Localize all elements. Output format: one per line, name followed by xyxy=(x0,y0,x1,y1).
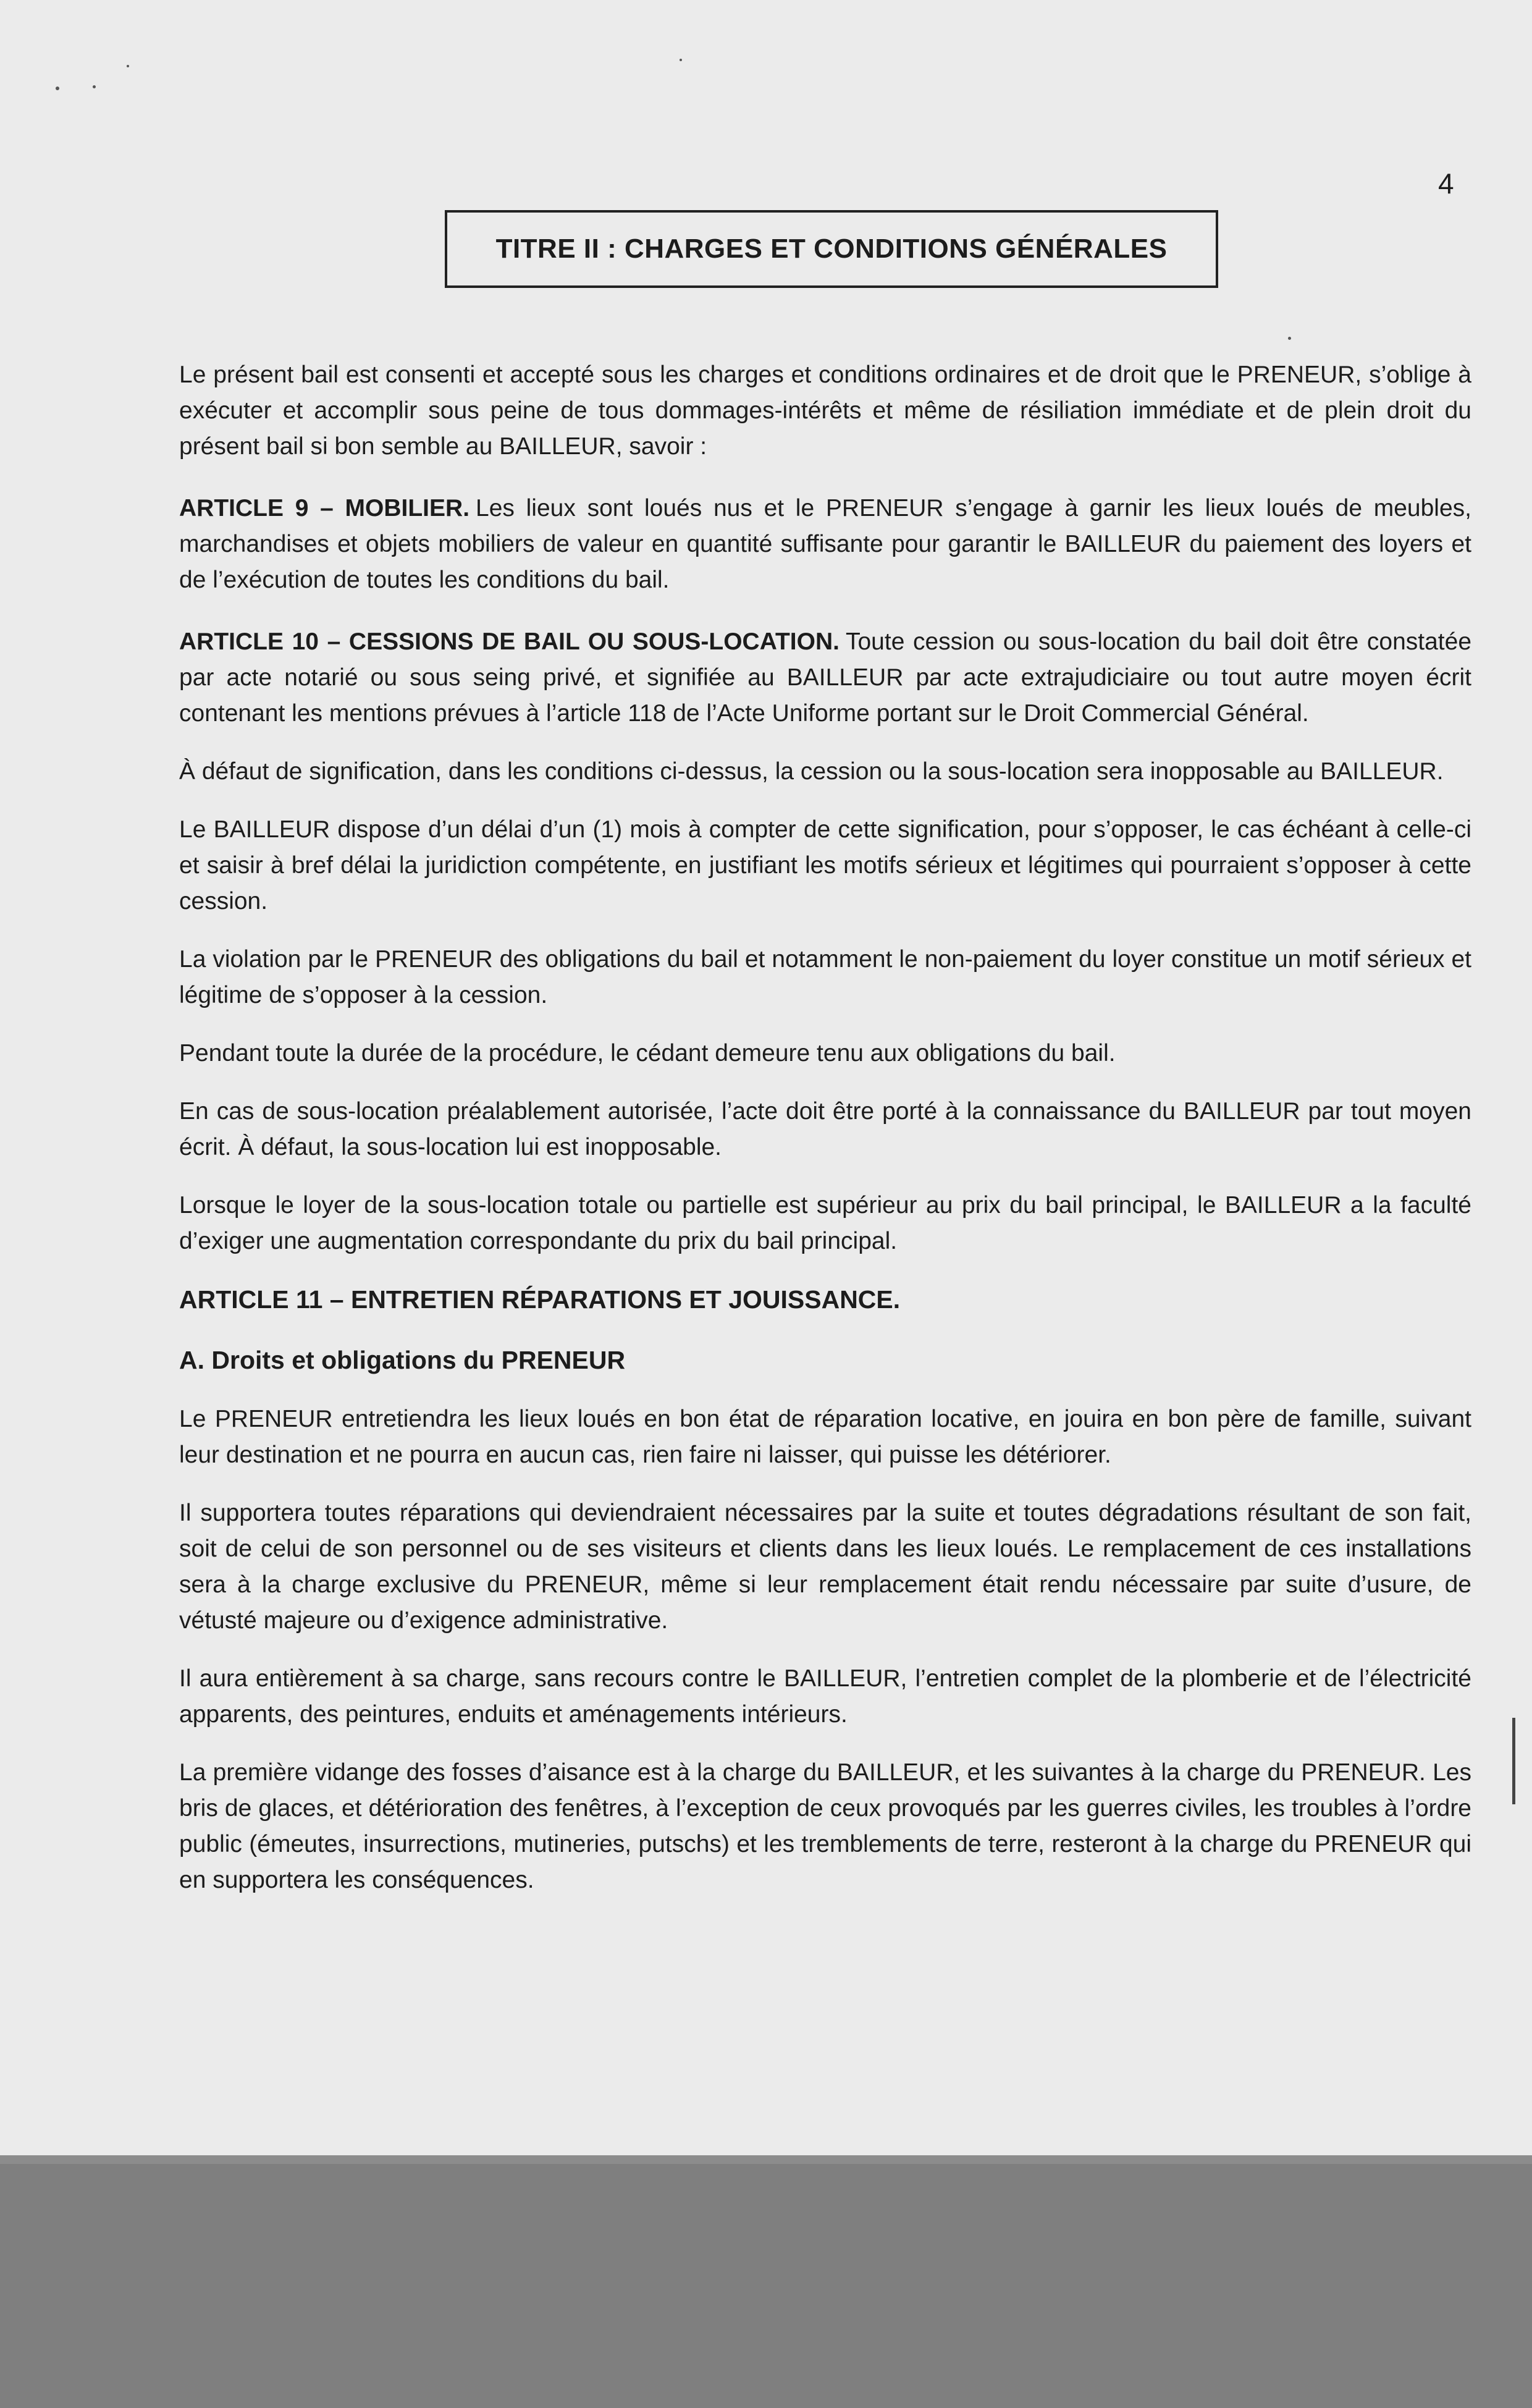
article-10-paragraph-7: Lorsque le loyer de la sous-location totale ou partielle est supérieur au prix du bail principal, le BAILLEUR a la faculté d’exiger une augmentation correspondante du prix du bail principal. xyxy=(179,1192,1471,1254)
article-10-text: Toute cession ou sous-location du bail doit être constatée par acte notarié ou sous seing privé, et signifiée au BAILLEUR par acte extrajudiciaire ou tout autre moyen écrit contenant les mentions prévues à l’article 118 de l’Acte Uniforme portant sur le Droit Commercial Général. xyxy=(179,628,1472,727)
article-11-paragraph-1: Le PRENEUR entretiendra les lieux loués en bon état de réparation locative, en jouira en bon père de famille, suivant leur destination et ne pourra en aucun cas, rien faire ni laisser, qui puisse les détériorer. xyxy=(179,1406,1471,1468)
page-number: 4 xyxy=(1438,167,1454,200)
article-9-paragraph xyxy=(179,491,1471,598)
document-body xyxy=(179,357,1471,1920)
article-11-section-a-heading: A. Droits et obligations du PRENEUR xyxy=(179,1346,626,1374)
article-9-title: ARTICLE 9 – MOBILIER. xyxy=(179,495,470,522)
article-9-text: Les lieux sont loués nus et le PRENEUR s’engage à garnir les lieux loués de meubles, marchandises et objets mobiliers de valeur en quantité suffisante pour garantir le BAILLEUR du paiement des loyers et de l’exécution de toutes les conditions du bail. xyxy=(179,495,1471,593)
article-10-paragraph-4: La violation par le PRENEUR des obligations du bail et notamment le non-paiement du loyer constitue un motif sérieux et légitime de s’opposer à la cession. xyxy=(179,946,1471,1008)
section-title: TITRE II : CHARGES ET CONDITIONS GÉNÉRALES xyxy=(495,234,1168,264)
scan-speck xyxy=(1288,337,1291,340)
scan-speck xyxy=(127,65,129,67)
article-11-paragraph-4: La première vidange des fosses d’aisance est à la charge du BAILLEUR, et les suivantes à la charge du PRENEUR. Les bris de glaces, et détérioration des fenêtres, à l’exception de ceux provoqués par les guerres civiles, les troubles à l’ordre public (émeutes, insurrections, mutineries, putschs) et les tremblements de terre, resteront à la charge du PRENEUR qui en supportera les conséquences. xyxy=(179,1759,1471,1893)
article-10-paragraph xyxy=(179,624,1471,732)
scan-speck xyxy=(93,85,96,88)
article-10-title: ARTICLE 10 – CESSIONS DE BAIL OU SOUS-LOCATION. xyxy=(179,628,840,655)
article-10-paragraph-6: En cas de sous-location préalablement autorisée, l’acte doit être porté à la connaissance du BAILLEUR par tout moyen écrit. À défaut, la sous-location lui est inopposable. xyxy=(179,1098,1471,1160)
article-10-paragraph-2: À défaut de signification, dans les conditions ci-dessus, la cession ou la sous-location sera inopposable au BAILLEUR. xyxy=(179,758,1444,785)
page-edge-shadow xyxy=(0,2155,1532,2164)
intro-paragraph: Le présent bail est consenti et accepté sous les charges et conditions ordinaires et de droit que le PRENEUR, s’oblige à exécuter et accomplir sous peine de tous dommages-intérêts et même de résiliation immédiate et de plein droit du présent bail si bon semble au BAILLEUR, savoir : xyxy=(179,361,1471,460)
article-11-paragraph-3: Il aura entièrement à sa charge, sans recours contre le BAILLEUR, l’entretien complet de la plomberie et de l’électricité apparents, des peintures, enduits et aménagements intérieurs. xyxy=(179,1665,1471,1728)
scan-speck xyxy=(56,87,59,90)
scan-margin-mark xyxy=(1512,1718,1515,1804)
article-11-paragraph-2: Il supportera toutes réparations qui deviendraient nécessaires par la suite et toutes dégradations résultant de son fait, soit de celui de son personnel ou de ses visiteurs et clients dans les lieux loués. Le remplacement de ces installations sera à la charge exclusive du PRENEUR, même si leur remplacement était rendu nécessaire par suite d’usure, de vétusté majeure ou d’exigence administrative. xyxy=(179,1500,1471,1634)
article-10-paragraph-5: Pendant toute la durée de la procédure, le cédant demeure tenu aux obligations du bail. xyxy=(179,1040,1116,1067)
scan-speck xyxy=(680,59,682,61)
article-10-paragraph-3: Le BAILLEUR dispose d’un délai d’un (1) mois à compter de cette signification, pour s’opposer, le cas échéant à celle-ci et saisir à bref délai la juridiction compétente, en justifiant les motifs sérieux et légitimes qui pourraient s’opposer à cette cession. xyxy=(179,816,1471,915)
article-11-title: ARTICLE 11 – ENTRETIEN RÉPARATIONS ET JOUISSANCE. xyxy=(179,1285,901,1314)
section-title-box xyxy=(445,210,1218,288)
